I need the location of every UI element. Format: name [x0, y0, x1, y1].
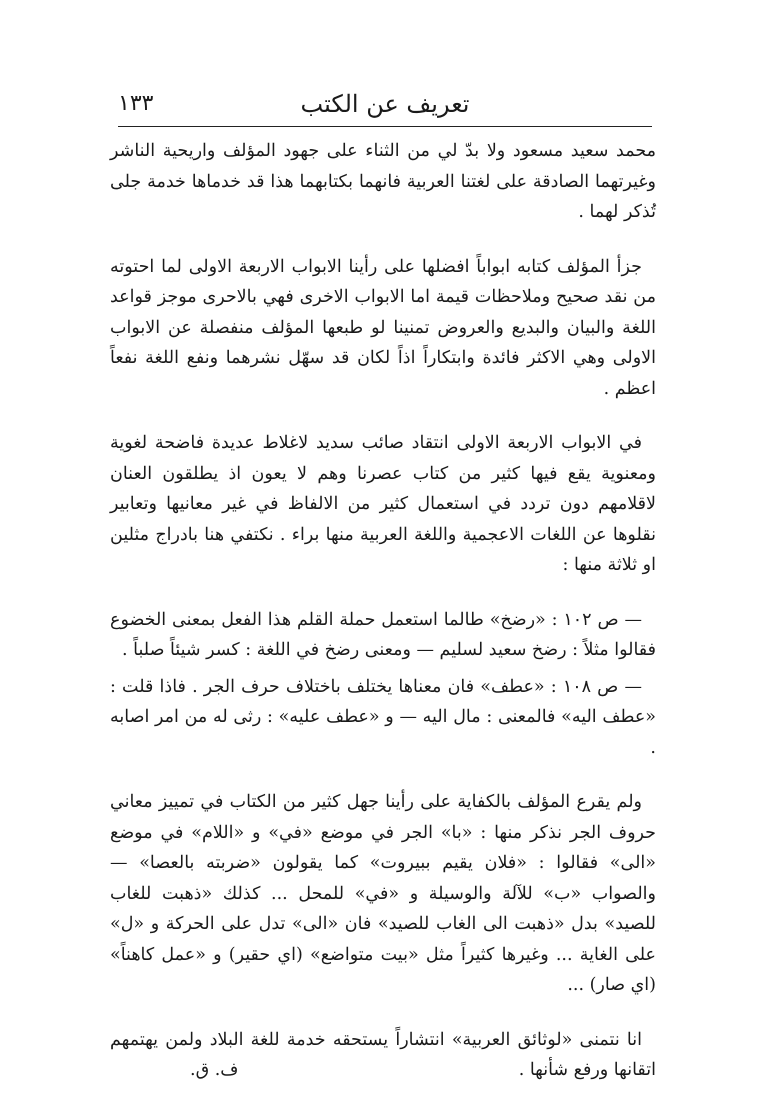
example-item: — ص ١٠٨ : «عطف» فان معناها يختلف باختلاف حرف الجر . فاذا قلت : «عطف اليه» فالمعنى : مال اليه — و «عطف عليه» : رثى له من امر اصابه .: [110, 676, 656, 758]
paragraph: ولم يقرع المؤلف بالكفاية على رأينا جهل كثير من الكتاب في تمييز معاني حروف الجر نذكر منها : «با» الجر في موضع «في» و «اللام» في موضع «الى» فقالوا : «فلان يقيم ببيروت» كما يقولون «ضربته بالعصا» — والصواب «ب» للآلة والوسيلة و «في» للمحل ... كذلك «ذهبت للغاب للصيد» بدل «ذهبت الى الغاب للصيد» فان «الى» تدل على الحركة و «ل» على الغاية ... وغيرها كثيراً مثل «بيت متواضع» (اي حقير) و «عمل كاهناً» (اي صار) ...: [110, 792, 656, 995]
article-body: [110, 136, 656, 1110]
paragraph: جزأ المؤلف كتابه ابواباً افضلها على رأينا الابواب الاربعة الاولى لما احتوته من نقد صحيح وملاحظات قيمة اما الابواب الاخرى فهي بالاحرى موجز قواعد اللغة والبيان والبديع والعروض تمنينا لو طبعها المؤلف منفصلة عن الابواب الاولى وهي الاكثر فائدة وابتكاراً اذاً لكان قد سهّل نشرهما ونفع اللغة نفعاً اعظم .: [110, 256, 656, 399]
closing-paragraph: [110, 1025, 656, 1086]
header-rule: [118, 126, 652, 127]
page-header: [118, 86, 652, 122]
paragraph: في الابواب الاربعة الاولى انتقاد صائب سديد لاغلاط عديدة فاضحة لغوية ومعنوية يقع فيها كثير من كتاب عصرنا وهم لا يعون اذ يطلقون العنان لاقلامهم دون تردد في استعمال كثير من الالفاظ في غير معانيها وتعابير نقلوها عن اللغات الاعجمية واللغة العربية منها براء . نكتفي هنا بادراج مثلين او ثلاثة منها :: [110, 433, 656, 575]
page-number: ١٣٣: [118, 91, 154, 116]
example-item: — ص ١٠٢ : «رضخ» طالما استعمل حملة القلم هذا الفعل بمعنى الخضوع فقالوا مثلاً : رضخ سعيد لسليم — ومعنى رضخ في اللغة : كسر شيئاً صلباً .: [110, 609, 656, 660]
paragraph: محمد سعيد مسعود ولا بدّ لي من الثناء على جهود المؤلف واريحية الناشر وغيرتهما الصادقة على لغتنا العربية فانهما بكتابهما هذا قد خدماها خدمة جلى تُذكر لهما .: [110, 141, 656, 222]
running-title: تعريف عن الكتب: [300, 90, 470, 118]
author-signature: ف. ق.: [190, 1060, 239, 1080]
closing-text: انا نتمنى «لوثائق العربية» انتشاراً يستحقه خدمة للغة البلاد ولمن يهتمهم اتقانها ورفع شأنها .: [110, 1029, 656, 1080]
